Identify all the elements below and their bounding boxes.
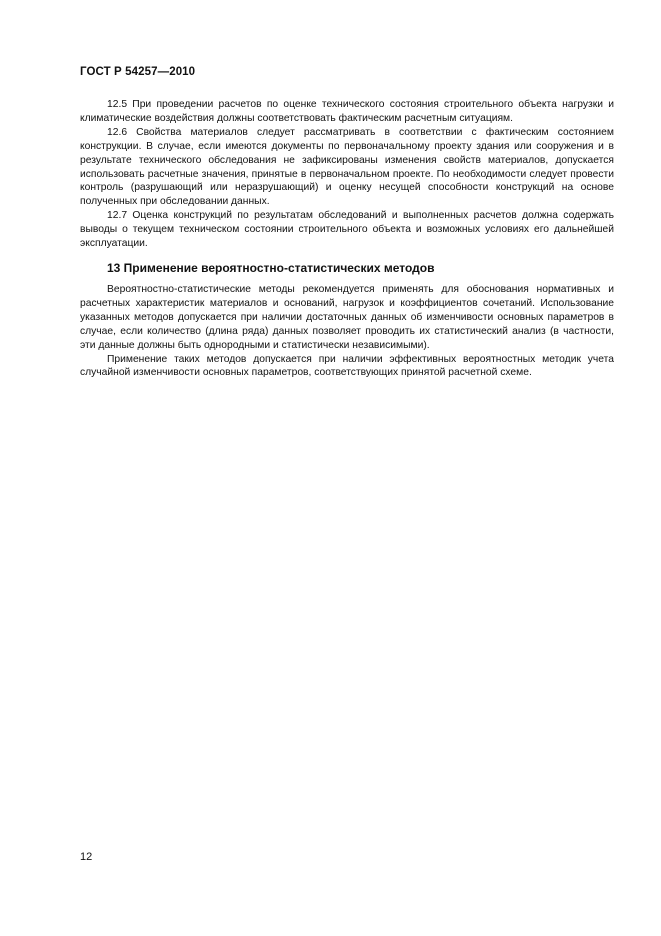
page-number: 12 xyxy=(80,851,93,863)
paragraph-13-1: Вероятностно-статистические методы рекомендуется применять для обоснования нормативных и расчетных характеристик материалов и оснований, нагрузок и коэффициентов сочетаний. Использование указанных методов допускается при наличии достаточных данных об изменчивости основных параметров в случае, если количество (длина ряда) данных позволяет проводить их статистический анализ (в частности, эти данные должны быть однородными и статистически независимыми). xyxy=(80,283,614,351)
page-content xyxy=(80,98,614,380)
paragraph-13-2: Применение таких методов допускается при наличии эффективных вероятностных методик учета случайной изменчивости основных параметров, соответствующих принятой расчетной схеме. xyxy=(80,353,614,379)
paragraph-12-7: 12.7 Оценка конструкций по результатам обследований и выполненных расчетов должна содержать выводы о текущем техническом состоянии строительного объекта и возможных условиях его дальнейшей эксплуатации. xyxy=(80,210,614,250)
section-13-title: 13 Применение вероятностно-статистических методов xyxy=(107,260,435,275)
document-header: ГОСТ Р 54257—2010 xyxy=(80,66,196,78)
paragraph-12-5: 12.5 При проведении расчетов по оценке технического состояния строительного объекта нагрузки и климатические воздействия должны соответствовать фактическим расчетным ситуациям. xyxy=(80,99,614,124)
paragraph-12-6: 12.6 Свойства материалов следует рассматривать в соответствии с фактическим состоянием конструкции. В случае, если имеются документы по первоначальному проекту здания или сооружения и в результате технического обследования не зафиксированы изменения свойств материалов, допускается использовать расчетные значения, принятые в первоначальном проекте. По необходимости следует провести контроль (разрушающий или неразрушающий) и оценку несущей способности конструкций на основе полученных при обследовании данных. xyxy=(80,126,614,208)
